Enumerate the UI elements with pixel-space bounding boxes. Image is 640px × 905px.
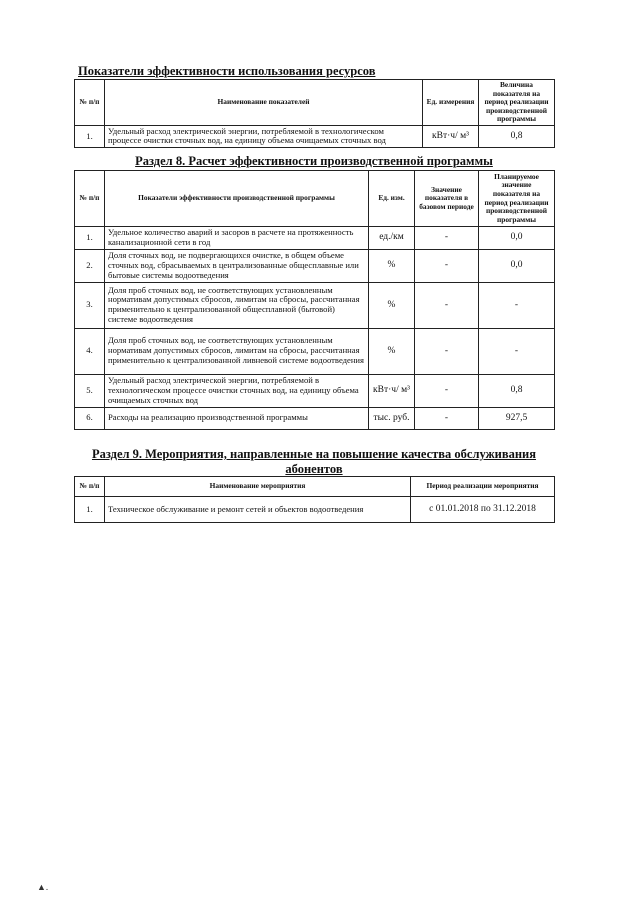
section9-title: Раздел 9. Мероприятия, направленные на повышение качества обслуживания абонентов <box>91 447 537 476</box>
table-cell: кВт·ч/ м³ <box>369 374 415 407</box>
table-cell: 2. <box>75 249 105 282</box>
table-row <box>75 125 555 148</box>
table-cell: % <box>369 249 415 282</box>
table-cell: Удельное количество аварий и засоров в расчете на протяженность канализационной сети в год <box>105 227 369 250</box>
column-header: Ед. изм. <box>369 171 415 227</box>
column-header: № п/п <box>75 171 105 227</box>
table-row <box>75 328 555 374</box>
table-cell: 0,8 <box>479 374 555 407</box>
table-row <box>75 407 555 429</box>
table-cell: 0,0 <box>479 227 555 250</box>
table-cell: с 01.01.2018 по 31.12.2018 <box>411 497 555 523</box>
table-cell: Удельный расход электрической энергии, потребляемой в технологическом процессе очистки сточных вод, на единицу объема очищаемых сточных вод <box>105 125 423 148</box>
table-cell: 1. <box>75 227 105 250</box>
table-cell: 0,0 <box>479 249 555 282</box>
table-cell: - <box>479 282 555 328</box>
table-row <box>75 497 555 523</box>
table-cell: 6. <box>75 407 105 429</box>
table-cell: - <box>415 374 479 407</box>
table-cell: - <box>415 282 479 328</box>
column-header: Ед. измерения <box>423 80 479 126</box>
table-cell: Доля сточных вод, не подвергающихся очистке, в общем объеме сточных вод, сбрасываемых в централизованные общесплавные или бытовые системы водоотведения <box>105 249 369 282</box>
table-cell: Доля проб сточных вод, не соответствующих установленным нормативам допустимых сбросов, лимитам на сбросы, рассчитанная применительно к централизованной общесплавной (бытовой) системе водоотведения <box>105 282 369 328</box>
page-mark: ▲. <box>37 882 49 892</box>
column-header: Наименование показателей <box>105 80 423 126</box>
table-header-row <box>75 171 555 227</box>
table-cell: 1. <box>75 497 105 523</box>
column-header: № п/п <box>75 477 105 497</box>
section8-title: Раздел 8. Расчет эффективности производственной программы <box>135 154 493 168</box>
table-row <box>75 282 555 328</box>
table-cell: - <box>415 249 479 282</box>
table-header-row <box>75 477 555 497</box>
table-row <box>75 249 555 282</box>
table-cell: % <box>369 328 415 374</box>
table-cell: 927,5 <box>479 407 555 429</box>
section8-table <box>74 170 555 430</box>
table-cell: кВт·ч/ м³ <box>423 125 479 148</box>
resources-title: Показатели эффективности использования ресурсов <box>78 64 376 78</box>
table-cell: - <box>415 227 479 250</box>
table-row <box>75 227 555 250</box>
table-header-row <box>75 80 555 126</box>
column-header: № п/п <box>75 80 105 126</box>
table-cell: Расходы на реализацию производственной программы <box>105 407 369 429</box>
table-cell: Техническое обслуживание и ремонт сетей и объектов водоотведения <box>105 497 411 523</box>
column-header: Показатели эффективности производственной программы <box>105 171 369 227</box>
column-header: Наименование мероприятия <box>105 477 411 497</box>
column-header: Величина показателя на период реализации производственной программы <box>479 80 555 126</box>
resources-table <box>74 79 555 148</box>
column-header: Значение показателя в базовом периоде <box>415 171 479 227</box>
table-cell: % <box>369 282 415 328</box>
table-cell: - <box>415 407 479 429</box>
table-cell: - <box>479 328 555 374</box>
table-cell: - <box>415 328 479 374</box>
table-cell: Удельный расход электрической энергии, потребляемой в технологическом процессе очистки сточных вод, на единицу объема очищаемых сточных вод <box>105 374 369 407</box>
table-cell: ед./км <box>369 227 415 250</box>
section9-table <box>74 476 555 523</box>
table-cell: 5. <box>75 374 105 407</box>
table-row <box>75 374 555 407</box>
table-cell: 4. <box>75 328 105 374</box>
table-cell: 0,8 <box>479 125 555 148</box>
table-cell: Доля проб сточных вод, не соответствующих установленным нормативам допустимых сбросов, лимитам на сбросы, рассчитанная применительно к централизованной ливневой системе водоотведения <box>105 328 369 374</box>
table-cell: 3. <box>75 282 105 328</box>
table-cell: 1. <box>75 125 105 148</box>
column-header: Период реализации мероприятия <box>411 477 555 497</box>
table-cell: тыс. руб. <box>369 407 415 429</box>
column-header: Планируемое значение показателя на период реализации производственной программы <box>479 171 555 227</box>
